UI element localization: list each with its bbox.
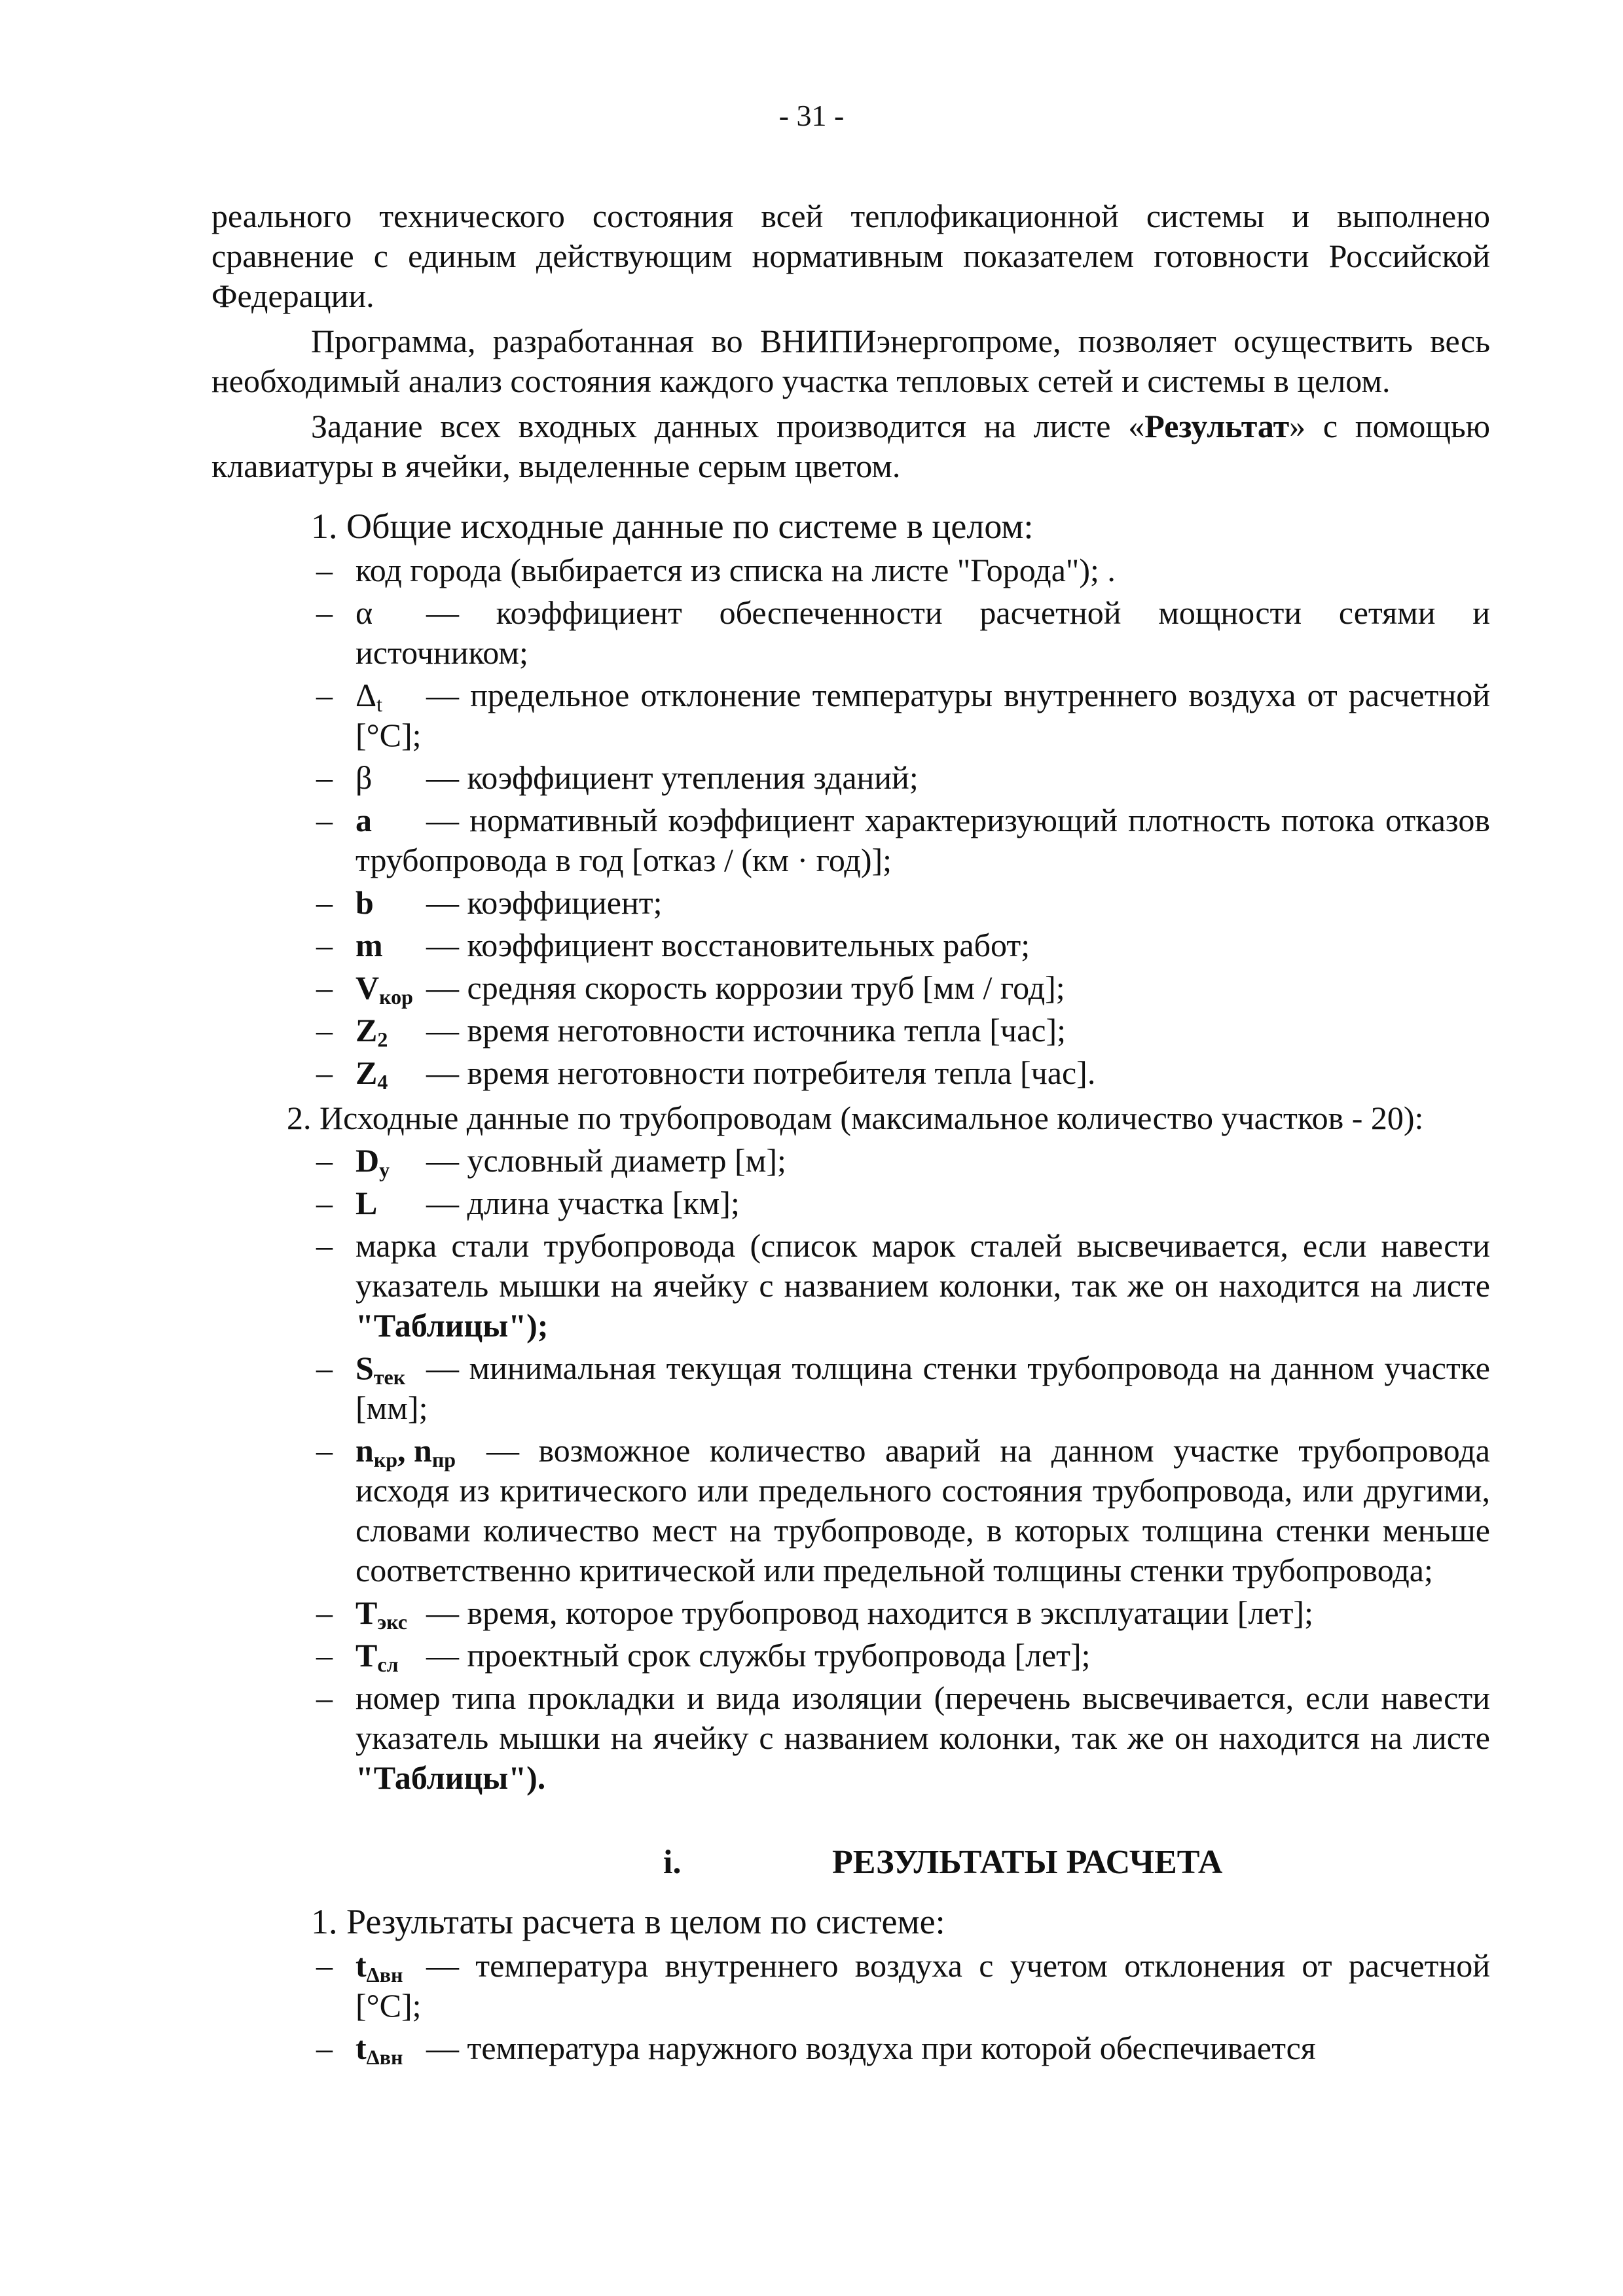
paragraph-3-part-b: » с помощью клавиатуры в ячейки, выделенные серым цветом. <box>211 408 1490 484</box>
bullet-dash: – <box>316 1227 333 1264</box>
item-symbol-subscript: тек <box>373 1365 406 1389</box>
page-number: - 31 - <box>778 99 845 132</box>
bullet-dash: – <box>316 1679 333 1716</box>
list-item <box>211 925 1490 965</box>
list-3-heading: 1. Результаты расчета в целом по системе: <box>311 1902 945 1941</box>
item-symbol-subscript: у <box>379 1158 390 1181</box>
item-symbol: $T_{экс}$ <box>356 1594 408 1634</box>
item-symbol: $t_{\Delta вн}$ <box>356 2030 403 2069</box>
item-text: — средняя скорость коррозии труб [мм / год]; <box>426 969 1065 1006</box>
item-text: — температура внутреннего воздуха с учетом отклонения от расчетной [°С]; <box>356 1947 1490 2024</box>
list-item <box>211 1011 1490 1050</box>
bullet-dash: – <box>316 677 333 713</box>
item-symbol: $Z_4$ <box>356 1054 388 1094</box>
bullet-dash: – <box>316 1947 333 1984</box>
item-symbol: L <box>356 1185 378 1221</box>
list-item <box>211 550 1490 590</box>
item-symbol: $S_{тек}$ <box>356 1350 406 1389</box>
paragraph-3-bold: Результат <box>1144 408 1290 444</box>
item-text-bold: "Таблицы"). <box>356 1759 546 1796</box>
bullet-dash: – <box>316 884 333 921</box>
item-symbol: $\Delta_t$ <box>356 677 383 716</box>
bullet-dash: – <box>316 1054 333 1091</box>
item-symbol-subscript: 4 <box>377 1070 388 1094</box>
bullet-dash: – <box>316 2030 333 2066</box>
list-item <box>211 883 1490 923</box>
section-heading <box>211 1842 1490 1886</box>
item-symbol-subscript: сл <box>377 1653 399 1676</box>
paragraph-3 <box>211 406 1490 486</box>
item-symbol: m <box>356 927 383 963</box>
list-item <box>211 1226 1490 1346</box>
item-text: — температура наружного воздуха при которой обеспечивается <box>426 2030 1316 2066</box>
item-text: — минимальная текущая толщина стенки трубопровода на данном участке [мм]; <box>356 1350 1490 1426</box>
item-symbol-subscript: 2 <box>377 1028 388 1051</box>
item-symbol: $V_{кор}$ <box>356 969 413 1009</box>
item-text: — время неготовности потребителя тепла [час]. <box>426 1054 1096 1091</box>
item-text: — предельное отклонение температуры внутреннего воздуха от расчетной [°С]; <box>356 677 1490 753</box>
item-symbol-subscript: Δвн <box>366 2045 403 2069</box>
item-text: — нормативный коэффициент характеризующий плотность потока отказов трубопровода в год [отказ / (км · год)]; <box>356 802 1490 878</box>
bullet-dash: – <box>316 1432 333 1469</box>
item-symbol: $n_{кр}$, $n_{пр}$ <box>356 1432 456 1471</box>
bullet-dash: – <box>316 1185 333 1221</box>
list-item <box>211 1431 1490 1590</box>
bullet-dash: – <box>316 927 333 963</box>
list-item <box>211 675 1490 755</box>
section-title: РЕЗУЛЬТАТЫ РАСЧЕТА <box>832 1844 1223 1881</box>
item-text-bold: "Таблицы"); <box>356 1307 549 1344</box>
list-item <box>211 1636 1490 1676</box>
item-text: — проектный срок службы трубопровода [лет]; <box>426 1637 1091 1674</box>
list-1-heading: 1. Общие исходные данные по системе в целом: <box>311 507 1034 546</box>
item-symbol: $T_{сл}$ <box>356 1637 399 1676</box>
item-text: — возможное количество аварий на данном участке трубопровода исходя из критического или предельного состояния трубопровода, или другими, словами количество мест на трубопроводе, в которых толщина стенки меньше соответственно критической или предельной толщины стенки трубопровода; <box>356 1432 1490 1588</box>
list-item <box>211 1678 1490 1798</box>
page-content <box>211 196 1490 2068</box>
list-item <box>211 800 1490 880</box>
item-text: — коэффициент; <box>426 884 663 921</box>
paragraph-3-part-a: Задание всех входных данных производится на листе « <box>311 408 1145 444</box>
item-text: — условный диаметр [м]; <box>426 1142 786 1179</box>
bullet-dash: – <box>316 1637 333 1674</box>
list-item <box>211 968 1490 1008</box>
item-symbol: $Z_2$ <box>356 1012 388 1051</box>
item-text: марка стали трубопровода (список марок сталей высвечивается, если навести указатель мышки на ячейку с названием колонки, так же он находится на листе <box>356 1227 1490 1304</box>
list-item <box>211 1141 1490 1181</box>
list-1 <box>211 550 1490 1093</box>
item-symbol-subscript: пр <box>431 1448 456 1471</box>
item-text: код города (выбирается из списка на листе "Города"); . <box>356 552 1116 588</box>
list-item <box>211 1946 1490 2026</box>
bullet-dash: – <box>316 1350 333 1386</box>
item-text: — время, которое трубопровод находится в эксплуатации [лет]; <box>426 1594 1313 1631</box>
item-symbol-subscript: t <box>376 692 383 716</box>
item-symbol-subscript: Δвн <box>366 1963 403 1986</box>
bullet-dash: – <box>316 1012 333 1049</box>
item-text: — время неготовности источника тепла [час]; <box>426 1012 1067 1049</box>
section-number: i. <box>663 1844 682 1881</box>
list-2-heading: 2. Исходные данные по трубопроводам (максимальное количество участков - 20): <box>287 1100 1424 1136</box>
list-2 <box>211 1141 1490 1798</box>
item-symbol-subscript: экс <box>377 1610 408 1634</box>
bullet-dash: – <box>316 552 333 588</box>
item-text: — коэффициент утепления зданий; <box>426 759 919 796</box>
bullet-dash: – <box>316 1142 333 1179</box>
list-item <box>211 593 1490 673</box>
bullet-dash: – <box>316 802 333 838</box>
bullet-dash: – <box>316 594 333 631</box>
list-item <box>211 2028 1490 2068</box>
list-item <box>211 1183 1490 1223</box>
item-symbol: b <box>356 884 374 921</box>
item-text: — коэффициент восстановительных работ; <box>426 927 1030 963</box>
item-symbol: $D_у$ <box>356 1142 390 1181</box>
list-item <box>211 758 1490 798</box>
item-symbol-subscript: кор <box>379 985 413 1009</box>
item-symbol: β <box>356 759 373 796</box>
paragraph-1: реального технического состояния всей теплофикационной системы и выполнено сравнение с единым действующим нормативным показателем готовности Российской Федерации. <box>211 198 1490 314</box>
paragraph-2: Программа, разработанная во ВНИПИэнергопроме, позволяет осуществить весь необходимый анализ состояния каждого участка тепловых сетей и системы в целом. <box>211 323 1490 399</box>
item-text: номер типа прокладки и вида изоляции (перечень высвечивается, если навести указатель мышки на ячейку с названием колонки, так же он находится на листе <box>356 1679 1490 1756</box>
bullet-dash: – <box>316 1594 333 1631</box>
item-symbol: a <box>356 802 372 838</box>
list-item <box>211 1348 1490 1428</box>
bullet-dash: – <box>316 969 333 1006</box>
item-text: — коэффициент обеспеченности расчетной мощности сетями и источником; <box>356 594 1490 671</box>
item-text: — длина участка [км]; <box>426 1185 740 1221</box>
item-symbol-subscript: кр <box>373 1448 398 1471</box>
item-symbol: α <box>356 594 373 631</box>
list-3 <box>211 1946 1490 2068</box>
list-item <box>211 1593 1490 1633</box>
item-symbol: $t_{\Delta вн}$ <box>356 1947 403 1986</box>
bullet-dash: – <box>316 759 333 796</box>
list-item <box>211 1053 1490 1093</box>
